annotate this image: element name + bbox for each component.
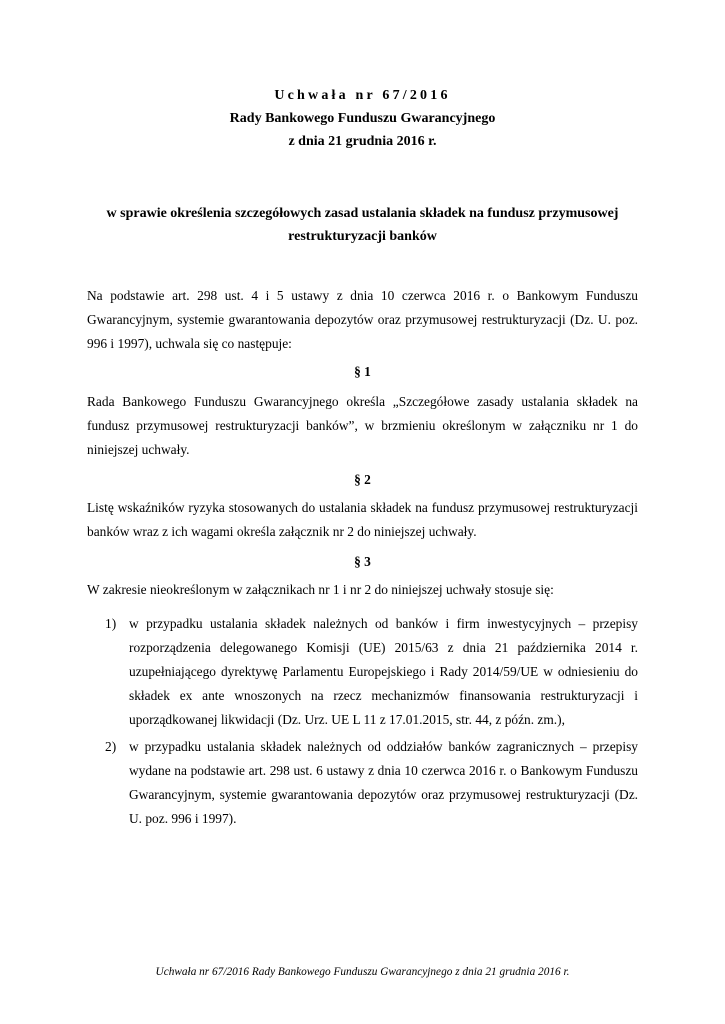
preamble-line: Na podstawie art. 298 ust. 4 i 5 ustawy z dnia 10 czerwca 2016 r. o Bankowym Funduszu <box>87 288 638 303</box>
list-item-line: U. poz. 996 i 1997). <box>129 811 237 826</box>
list-item-line: wydane na podstawie art. 298 ust. 6 ustawy z dnia 10 czerwca 2016 r. o Bankowym Funduszu <box>129 763 638 778</box>
list-item-body <box>129 612 638 732</box>
list-item-line: uzupełniającego dyrektywę Parlamentu Europejskiego i Rady 2014/59/UE w odniesieniu do <box>129 664 638 679</box>
subject-line-2: restrukturyzacji banków <box>288 229 437 244</box>
list-item-line: w przypadku ustalania składek należnych od banków i firm inwestycyjnych – przepisy <box>129 616 638 631</box>
list-number: 2) <box>105 739 117 754</box>
page-footer: Uchwała nr 67/2016 Rady Bankowego Funduszu Gwarancyjnego z dnia 21 grudnia 2016 r. <box>155 966 570 978</box>
resolution-date: z dnia 21 grudnia 2016 r. <box>288 134 437 149</box>
section-3-line: W zakresie nieokreślonym w załącznikach nr 1 i nr 2 do niniejszej uchwały stosuje się: <box>87 582 554 597</box>
list-item-line: w przypadku ustalania składek należnych od oddziałów banków zagranicznych – przepisy <box>129 739 638 754</box>
section-2-line: Listę wskaźników ryzyka stosowanych do ustalania składek na fundusz przymusowej restrukturyzacji <box>87 500 638 515</box>
section-mark-1: § 1 <box>354 364 371 379</box>
list-item-line: uporządkowanej likwidacji (Dz. Urz. UE L 11 z 17.01.2015, str. 44, z późn. zm.), <box>129 712 565 727</box>
section-1-line: niniejszej uchwały. <box>87 442 190 457</box>
preamble-line: 996 i 1997), uchwala się co następuje: <box>87 336 292 351</box>
section-1-line: Rada Bankowego Funduszu Gwarancyjnego określa „Szczegółowe zasady ustalania składek na <box>87 394 638 409</box>
subject-line-1: w sprawie określenia szczegółowych zasad ustalania składek na fundusz przymusowej <box>106 206 619 221</box>
section-2-line: banków wraz z ich wagami określa załącznik nr 2 do niniejszej uchwały. <box>87 524 477 539</box>
list-item-line: rozporządzenia delegowanego Komisji (UE) 2015/63 z dnia 21 października 2014 r. <box>129 640 638 655</box>
section-mark-2: § 2 <box>354 472 371 487</box>
issuer-name: Rady Bankowego Funduszu Gwarancyjnego <box>229 111 496 126</box>
list-item-line: składek ex ante wnoszonych na rzecz mechanizmów finansowania restrukturyzacji i <box>129 688 638 703</box>
list-item-body <box>129 735 638 831</box>
document-header <box>0 84 725 153</box>
section-1-line: fundusz przymusowej restrukturyzacji banków”, w brzmieniu określonym w załączniku nr 1 do <box>87 418 638 433</box>
section-2-paragraph <box>87 496 638 544</box>
section-1-paragraph <box>87 390 638 462</box>
preamble-paragraph <box>87 284 638 356</box>
section-mark-3: § 3 <box>354 554 371 569</box>
section-3-paragraph <box>87 578 638 602</box>
resolution-number: Uchwała nr 67/2016 <box>274 88 451 103</box>
preamble-line: Gwarancyjnym, systemie gwarantowania depozytów oraz przymusowej restrukturyzacji (Dz. U. poz. <box>87 312 638 327</box>
list-item-line: Gwarancyjnym, systemie gwarantowania depozytów oraz przymusowej restrukturyzacji (Dz. <box>129 787 638 802</box>
list-number: 1) <box>105 616 117 631</box>
resolution-subject <box>80 202 645 248</box>
